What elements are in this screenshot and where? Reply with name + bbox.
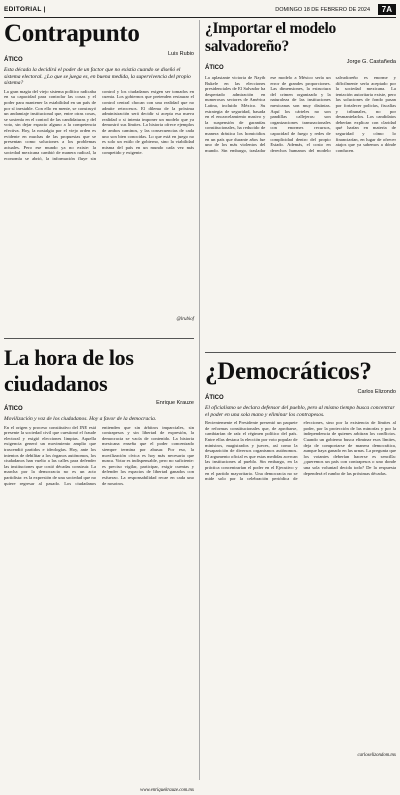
author-ciudadanos: Enrique Krauze [156,400,194,406]
kicker-contrapunto: ÁTICO [4,57,23,63]
headline-ciudadanos: La hora de los ciudadanos [4,345,134,396]
article-democraticos [205,358,396,785]
headline-democraticos: ¿Democráticos? [205,358,372,385]
body-ciudadanos: En el origen y proceso constitutivo del INE está presente la sociedad civil que cuestionó el fraude electoral y exigió elecciones limpias. Aquella exigencia generó un movimiento amplio que trascendió partidos e ideologías. Hoy, ante los intentos de debilitar a los órganos autónomos, los ciudadanos han vuelto a las calles para defender las instituciones que costó décadas construir. La marcha por la democracia no es un acto partidista: es la expresión de una sociedad que no quiere regresar al pasado. Los ciudadanos entienden que sin árbitros imparciales, sin contrapesos y sin libertad de expresión, la democracia se vacía de contenido. La historia mexicana enseña que el poder concentrado siempre termina por abusar. Por eso, la movilización cívica es hoy más necesaria que nunca. Votar es indispensable, pero no suficiente: es preciso vigilar, participar, exigir cuentas y defender los espacios de libertad ganados con esfuerzo. La responsabilidad recae en cada uno de nosotros. [4,424,194,486]
sign-contrapunto: @lrubiof [176,316,194,322]
page-number: 7A [378,4,396,15]
lede-contrapunto: Esta década la decidirá el poder de un factor que no existía cuando se diseñó el sistema electoral. ¿Lo que se juega es, en buena medida, la supervivencia del propio sistema? [4,67,191,87]
lede-ciudadanos: Movilización y voz de los ciudadanos. Hoy a favor de la democracia. [4,416,157,422]
article-ciudadanos [4,345,194,793]
body-democraticos: Recientemente el Presidente presentó un paquete de reformas constitucionales que, de aprobarse, cambiarían de raíz el régimen político del país. Entre ellas destaca la elección por voto popular de ministros, magistrados y jueces, así como la desaparición de diversos organismos autónomos. El argumento oficial es que estas medidas acercan las instituciones al pueblo. Sin embargo, en la práctica concentrarían el poder en el Ejecutivo y en el partido mayoritario. Una democracia no se mide solo por la celebración periódica de elecciones, sino por la existencia de límites al poder, por la protección de las minorías y por la independencia de quienes arbitran los conflictos. Cuando un gobierno busca eliminar esos límites, deja de comportarse de manera democrática, aunque haya ganado en las urnas. La pregunta que los votantes deberían hacerse es sencilla: ¿queremos un país con contrapesos o uno donde una sola voluntad decida todo? De la respuesta dependerá el rumbo de las próximas décadas. [205,420,396,482]
column-rule [199,20,200,780]
sign-democraticos: carloselizondom.mx [357,753,396,759]
article-contrapunto [4,20,194,330]
page-header [4,3,396,18]
lede-democraticos: El oficialismo se declara defensor del pueblo, pero al mismo tiempo busca concentrar el poder en una sola mano y eliminar los contrapesos. [205,405,395,418]
author-democraticos: Carlos Elizondo [357,389,396,395]
divider-left [4,338,194,339]
body-salvadoreno: La aplastante victoria de Nayib Bukele en las elecciones presidenciales de El Salvador ha despertado admiración en numerosos sectores de América Latina, incluido México. Su estrategia de seguridad, basada en el encarcelamiento masivo y la suspensión de garantías constitucionales, ha reducido de manera drástica los homicidios en un país que durante años fue uno de los más violentos del mundo. Sin embargo, trasladar ese modelo a México sería un error de grandes proporciones. Las dimensiones, la estructura del crimen organizado y la naturaleza de las instituciones mexicanas son muy distintas. Aquí los cárteles no son pandillas callejeras: son organizaciones transnacionales con enormes recursos, capacidad de fuego y redes de complicidad dentro del propio Estado. Además, el costo en derechos humanos del modelo salvadoreño es enorme y difícilmente sería aceptado por la sociedad mexicana. La tentación autoritaria existe, pero las soluciones de fondo pasan por fortalecer policías, fiscalías y tribunales, no por desmantelarlos. Los candidatos deberían explicar con claridad qué harían en materia de seguridad y cómo lo financiarían, en lugar de ofrecer atajos que ya sabemos a dónde conducen. [205,75,396,153]
article-salvadoreno [205,20,396,350]
headline-contrapunto: Contrapunto [4,20,140,47]
headline-salvadoreno: ¿Importar el modelo salvadoreño? [205,20,336,55]
sign-ciudadanos: www.enriquekrauze.com.mx [140,787,194,793]
issue-date: DOMINGO 18 DE FEBRERO DE 2024 [275,7,370,13]
author-salvadoreno: Jorge G. Castañeda [346,59,396,65]
body-contrapunto: La gran magia del viejo sistema político radicaba en su capacidad para controlar las cosas y el poder para mantener la estabilidad en un país de por sí inestable. Con ello en mente, se construyó un andamiaje institucional que, entre otras cosas, se sostenía en el control de las candidaturas y del voto, sin dejar espacio alguno a la competencia efectiva. Hoy, la nostalgia por el viejo orden es evidente en muchas de las propuestas que se presentan como soluciones a los problemas actuales. Pero ese mundo ya no existe: la sociedad mexicana cambió de manera radical, la economía se abrió, la información fluye sin control y los ciudadanos exigen ser tomados en cuenta. Los gobiernos que pretenden restaurar el control central chocan con una realidad que no admite retrocesos. El dilema de la próxima administración será decidir si acepta esa nueva realidad o si intenta imponer un modelo que ya demostró sus límites. La historia ofrece ejemplos de ambos caminos, y las consecuencias de cada uno son bien conocidas. Lo que está en juego no es solo un estilo de gobierno, sino la viabilidad misma del país en un mundo cada vez más competido y exigente. [4,88,194,161]
section-label: EDITORIAL | [4,6,46,13]
kicker-democraticos: ÁTICO [205,395,224,401]
kicker-salvadoreno: ÁTICO [205,65,224,71]
author-contrapunto: Luis Rubio [168,51,194,57]
divider-right [205,352,396,353]
kicker-ciudadanos: ÁTICO [4,406,23,412]
